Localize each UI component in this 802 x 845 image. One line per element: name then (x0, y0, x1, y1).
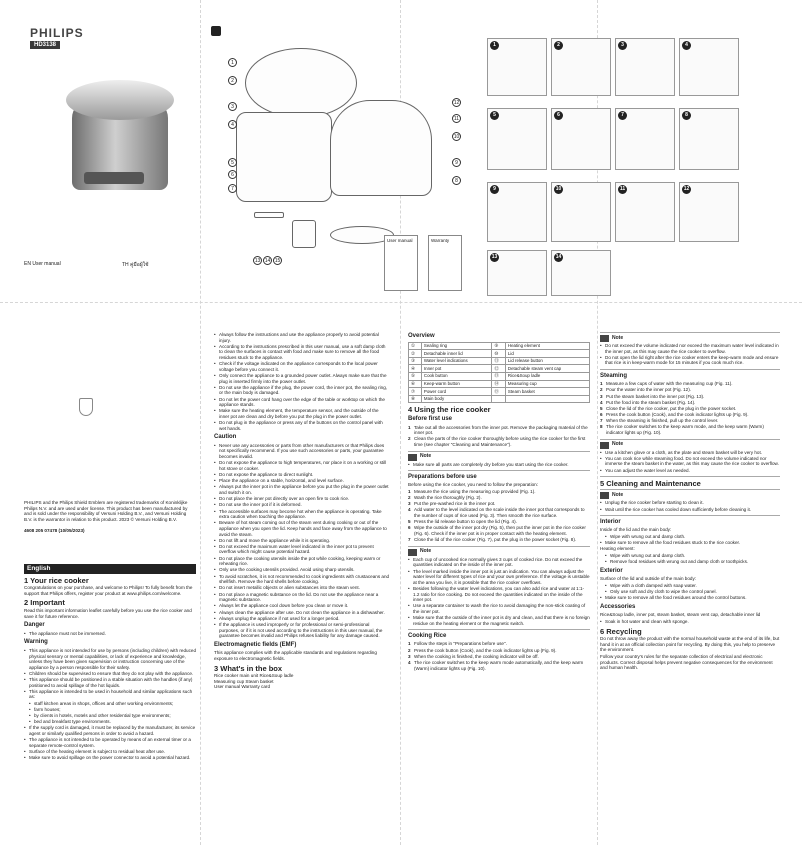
legal-block: PHILIPS and the Philips Shield Emblem are registered trademarks of Koninklijke Philips N.V. and are used under license. This product has been manufactured by and is sold under the responsibility of Versuni Holding B.V., and Versuni Holding B.V. is the warrantor in relation to this product. 2023 © Versuni Holding B.V. 4608 205 07478 (10/05/2023) (24, 500, 188, 534)
note-icon (600, 335, 609, 342)
step-figure: 7 (615, 108, 675, 170)
callout-15: 15 (274, 258, 281, 264)
callout-11: 11 (453, 116, 460, 122)
step-figure: 6 (551, 108, 611, 170)
callout-12: 12 (453, 100, 460, 106)
book-icon (211, 26, 221, 36)
fold-line (200, 0, 201, 845)
callout-8: 8 (452, 176, 461, 185)
column-2: • Always follow the instructions and use the appliance properly to avoid potential injury. • According to the instructions prescribed in this user manual, use a soft damp cloth to clean the surfaces in contact with food and make sure to remove all the food residues stuck to the appliance. • Check if the voltage indicated on the appliance corresponds to the local power voltage before you connect it. • Only connect the appliance to a grounded power outlet. Always make sure that the plug is inserted firmly into the power outlet. • Do not use the appliance if the plug, the power cord, the inner pot, the sealing ring, or the main body is damaged. • Do not let the power cord hang over the edge of the table or worktop on which the appliance stands. • Make sure the heating element, the temperature sensor, and the outside of the inner pot are clean and dry before you put the plug in the power outlet. • Do not plug in the appliance or press any of the buttons on the control panel with wet hands. Caution • Never use any accessories or parts from other manufacturers or that Philips does not specifically recommend. If you use such accessories or parts, your guarantee becomes invalid. • Do not expose the appliance to high temperatures, nor place it on a working or still hot stove or cooker. • Do not expose the appliance to direct sunlight. • Place the appliance on a stable, horizontal, and level surface. • Always put the inner pot in the appliance before you put the plug in the power outlet and switch it on. • Do not place the inner pot directly over an open fire to cook rice. • Do not use the inner pot if it is deformed. • The accessible surfaces may become hot when the appliance is operating. Take extra caution when touching the appliance. • Beware of hot steam coming out of the steam vent during cooking or out of the appliance when you open the lid. Keep hands and face away from the appliance to avoid the steam. • Do not lift and move the appliance while it is operating. • Do not exceed the maximum water level indicated in the inner pot to prevent overflow which might cause potential hazard. • Do not place the cooking utensils inside the pot while cooking, keeping warm or reheating rice. • Only use the cooking utensils provided. Avoid using sharp utensils. • To avoid scratches, it is not recommended to cook ingredients with crustaceans and shellfish. Remove the hard shells before cooking. • Do not insert metallic objects or alien substances into the steam vent. • Do not place a magnetic substance on the lid. Do not use the appliance near a magnetic substance. • Always let the appliance cool down before you clean or move it. • Always clean the appliance after use. Do not clean the appliance in a dishwasher. • Always unplug the appliance if not used for a longer period. • If the appliance is used improperly or for professional or semi-professional purposes, or if it is not used according to the instructions in this user manual, the guarantee becomes invalid and Philips refuses liability for any damage caused. Electromagnetic fields (EMF) This appliance complies with the applicable standards and regulations regarding exposure to electromagnetic fields. 3 What's in the box Rice cooker main unit Rice&Soup ladle Measuring cup Steam basket User manual Warranty card (214, 332, 390, 691)
step-figure: 9 (487, 182, 547, 242)
language-th: TH คู่มือผู้ใช้ (122, 262, 149, 268)
step-figure: 5 (487, 108, 547, 170)
column-4: Note • Do not exceed the volume indicated nor exceed the maximum water level indicated in the inner pot, as this may cause the rice cooker to overflow. • Do not open the lid right after the rice cooker enters the keep-warm mode and ensure that rice is in keep-warm mode for 15 minutes if you cook much rice. Steaming 1 Measure a few cups of water with the measuring cup (Fig. 11). 2 Pour the water into the inner pot (Fig. 12). 3 Put the steam basket into the inner pot (Fig. 13). 4 Put the food into the steam basket (Fig. 14). 5 Close the lid of the rice cooker, put the plug in the power socket. 6 Press the cook button (Cook), and the cook indicator lights up (Fig. 9). 7 When the steaming is finished, pull up the control lever. 8 The rice cooker switches to the keep warm mode, and the keep warm (Warm) indicator lights up (Fig. 10). Note • Use a kitchen glove or a cloth, as the plate and steam basket will be very hot. • You can cook rice while steaming food. Do not exceed the volume indicated nor immerse the steam basket in the water, as this may cause the rice cooker to overflow. • You can adjust the water level as needed. 5 Cleaning and Maintenance Note • Unplug the rice cooker before starting to clean it. • Wait until the rice cooker has cooled down sufficiently before cleaning it. Interior Inside of the lid and the main body: • Wipe with wrung out and damp cloth. • Make sure to remove all the food residues stuck to the rice cooker. Heating element: • Wipe with wrung out and damp cloth. • Remove food residues with wrung out and damp cloth or toothpicks. Exterior Surface of the lid and outside of the main body: • Wipe with a cloth damped with soap water. • Only use soft and dry cloth to wipe the control panel. • Make sure to remove all the food residues around the control buttons. Accessories Rice&Soup ladle, inner pot, steam basket, steam vent cap, detachable inner lid • Soak in hot water and clean with sponge. 6 Recycling Do not throw away the product with the normal household waste at the end of its life, but hand it in at an official collection point for recycling. By doing this, you help to preserve the environment. Follow your country's rules for the separate collection of electrical and electronic products. Correct disposal helps prevent negative consequences for the environment and human health. (600, 332, 780, 672)
step-figure: 4 (679, 38, 739, 96)
language-en: EN User manual (24, 261, 61, 267)
step-figure: 1 (487, 38, 547, 96)
note-icon (408, 549, 417, 556)
callout-4: 4 (228, 120, 237, 129)
note-icon (600, 492, 609, 499)
fold-line (0, 302, 802, 303)
callout-2: 2 (228, 76, 237, 85)
callout-13: 13 (254, 258, 261, 264)
callout-10: 10 (453, 134, 460, 140)
note-icon (600, 442, 609, 449)
column-3: Overview ① Sealing ring ⑨ Heating element ② Detachable inner lid ⑩ Lid ③ Water level indications ⑪ Lid release button ④ Inner pot ⑫ Detachable steam vent cap ⑤ Cook button ⑬ Rice&Soup ladle ⑥ Keep-warm button ⑭ Measuring cup ⑦ Power cord ⑮ Steam basket ⑧ Main body 4 Using the rice cooker Before first use 1 Take out all the accessories from the inner pot. Remove the packaging material of the inner pot. 2 Clean the parts of the rice cooker thoroughly before using the rice cooker for the first time (see chapter "Cleaning and Maintenance"). Note • Make sure all parts are completely dry before you start using the rice cooker. Preparations before use Before using the rice cooker, you need to follow the preparation: 1 Measure the rice using the measuring cup provided (Fig. 1). 2 Wash the rice thoroughly (Fig. 2). 3 Put the pre-washed rice in the inner pot. 4 Add water to the level indicated on the scale inside the inner pot that corresponds to the number of cups of rice used (Fig. 3). Then smooth the rice surface. 5 Press the lid release button to open the lid (Fig. 4). 6 Wipe the outside of the inner pot dry (Fig. 5), then put the inner pot in the rice cooker (Fig. 6). Check if the inner pot is in proper contact with the heating element. 7 Close the lid of the rice cooker (Fig. 7), put the plug in the power socket (Fig. 8). Note • Each cup of uncooked rice normally gives 3 cups of cooked rice. Do not exceed the quantities indicated on the inside of the inner pot. • The level marked inside the inner pot is just an indication. You can always adjust the water level for different types of rice and your own preference. If the voltage is unstable at the area you live, it is possible that the rice cooker overflows. • Besides following the water level indications, you can also add rice and water at 1:1-1.2 ratio for rice cooking. Do not exceed the quantities indicated on the inside of the inner pot. • Use a separate container to wash the rice to avoid damaging the non-stick coating of the inner pot. • Make sure that the outside of the inner pot is dry and clean, and that there is no foreign residue on the heating element or the magnetic switch. Cooking Rice 1 Follow the steps in "Preparations before use". 2 Press the cook button (Cook), and the cook indicator lights up (Fig. 9). 3 When the cooking is finished, the cooking indicator will be off. 4 The rice cooker switches to the keep warm mode automatically, and the keep warm (Warm) indicator lights up (Fig. 10). (408, 334, 590, 672)
callout-9: 9 (452, 158, 461, 167)
overview-table: ① Sealing ring ⑨ Heating element ② Detachable inner lid ⑩ Lid ③ Water level indications ⑪ Lid release button ④ Inner pot ⑫ Detachable steam vent cap ⑤ Cook button ⑬ Rice&Soup ladle ⑥ Keep-warm button ⑭ Measuring cup ⑦ Power cord ⑮ Steam basket ⑧ Main body (408, 342, 590, 404)
step-figure: 10 (551, 182, 611, 242)
model-badge: HD3138 (30, 41, 60, 49)
callout-3: 3 (228, 102, 237, 111)
callout-7: 7 (228, 184, 237, 193)
step-figure: 11 (615, 182, 675, 242)
step-figure: 13 (487, 250, 547, 296)
callout-5: 5 (228, 158, 237, 167)
step-figure: 12 (679, 182, 739, 242)
step-figure: 2 (551, 38, 611, 96)
step-figure: 3 (615, 38, 675, 96)
callout-6: 6 (228, 170, 237, 179)
philips-shield (24, 398, 194, 416)
manual-card: User manual (384, 235, 418, 291)
brand-logo: PHILIPS (30, 26, 84, 40)
step-figure: 14 (551, 250, 611, 296)
column-1: English 1 Your rice cooker Congratulations on your purchase, and welcome to Philips! To fully benefit from the support that Philips offers, register your product at www.philips.com/welcome. 2 Important Read this important information leaflet carefully before you use the rice cooker and save it for future reference. Danger • The appliance must not be immersed. Warning • This appliance is not intended for use by persons (including children) with reduced physical sensory or mental capabilities, or lack of experience and knowledge, unless they have been given supervision or instruction concerning use of the appliance by a person responsible for their safety. • Children should be supervised to ensure that they do not play with the appliance. • This appliance should be positioned in a stable situation with the handles (if any) positioned to avoid spillage of the hot liquids. • This appliance is intended to be used in household and similar applications such as: • staff kitchen areas in shops, offices and other working environments; • farm houses; • by clients in hotels, motels and other residential type environments; • bed and breakfast type environments. • If the supply cord is damaged, it must be replaced by the manufacturer, its service agent or similarly qualified persons in order to avoid a hazard. • The appliance is not intended to be operated by means of an external timer or a separate remote-control system. • Surface of the heating element is subject to residual heat after use. • Make sure to avoid spillage on the power connector to avoid a potential hazard. (24, 562, 196, 761)
step-figure: 8 (679, 108, 739, 170)
note-icon (408, 454, 417, 461)
callout-14: 14 (264, 258, 271, 264)
callout-1: 1 (228, 58, 237, 67)
warranty-card: Warranty (428, 235, 462, 291)
